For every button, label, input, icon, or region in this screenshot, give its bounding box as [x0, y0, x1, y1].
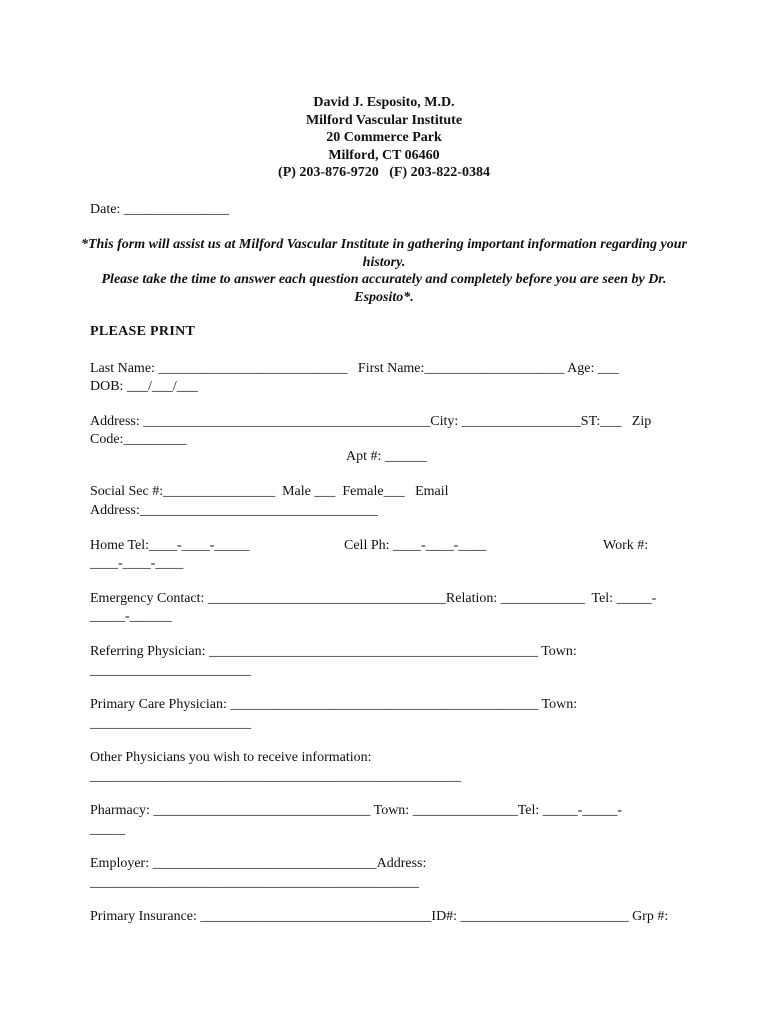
- home-tel-field[interactable]: Home Tel:____-____-_____: [90, 538, 250, 553]
- primary-care-town-field[interactable]: _______________________: [90, 716, 251, 731]
- pharmacy-tel-field[interactable]: _____: [90, 822, 125, 837]
- other-physicians-field[interactable]: _____________________________________________________: [90, 769, 461, 784]
- email-address-field[interactable]: Address:__________________________________: [90, 503, 378, 518]
- primary-insurance-fields[interactable]: Primary Insurance: _________________________________ID#: ________________________ Grp #:: [90, 909, 669, 924]
- city-state-zip: Milford, CT 06460: [328, 147, 440, 163]
- please-print-heading: PLEASE PRINT: [90, 324, 196, 339]
- pharmacy-fields[interactable]: Pharmacy: _______________________________ Town: _______________Tel: _____-_____-: [90, 803, 623, 818]
- notice-line-2: Please take the time to answer each question accurately and completely before you are seen by Dr. Esposito*.: [101, 272, 667, 305]
- primary-care-physician-field[interactable]: Primary Care Physician: ____________________________________________ Town:: [90, 697, 578, 712]
- institute-name: Milford Vascular Institute: [305, 112, 463, 128]
- ssn-gender-email-fields[interactable]: Social Sec #:________________ Male ___ Female___ Email: [90, 484, 449, 499]
- employer-field[interactable]: Employer: ________________________________Address:: [90, 856, 427, 871]
- name-age-fields[interactable]: Last Name: ___________________________ First Name:____________________ Age: ___: [90, 361, 619, 376]
- employer-address-field[interactable]: _______________________________________________: [90, 875, 419, 890]
- form-notice: [80, 236, 688, 306]
- zip-code-field[interactable]: Code:_________: [90, 432, 187, 447]
- dob-field[interactable]: DOB: ___/___/___: [90, 379, 198, 394]
- letterhead: [0, 94, 768, 182]
- work-number-field[interactable]: ____-____-____: [90, 556, 184, 571]
- physician-name: David J. Esposito, M.D.: [313, 95, 455, 110]
- referring-physician-field[interactable]: Referring Physician: _______________________________________________ Town:: [90, 644, 577, 659]
- notice-line-1: *This form will assist us at Milford Vascular Institute in gathering important information regarding your history.: [80, 237, 688, 270]
- emergency-contact-fields[interactable]: Emergency Contact: __________________________________Relation: ____________ Tel: _____-: [90, 591, 657, 606]
- phone-fax: (P) 203-876-9720 (F) 203-822-0384: [278, 165, 490, 180]
- address-city-state-fields[interactable]: Address: _________________________________________City: _________________ST:___ Zip: [90, 414, 652, 429]
- other-physicians-label: Other Physicians you wish to receive information:: [90, 750, 372, 765]
- cell-phone-field[interactable]: Cell Ph: ____-____-____: [344, 538, 487, 553]
- work-number-label: Work #:: [603, 538, 649, 553]
- emergency-tel-field[interactable]: _____-______: [90, 609, 172, 624]
- referring-town-field[interactable]: _______________________: [90, 663, 251, 678]
- apt-number-field[interactable]: Apt #: ______: [346, 449, 427, 464]
- street-address: 20 Commerce Park: [326, 130, 442, 145]
- date-field[interactable]: Date: _______________: [90, 202, 229, 217]
